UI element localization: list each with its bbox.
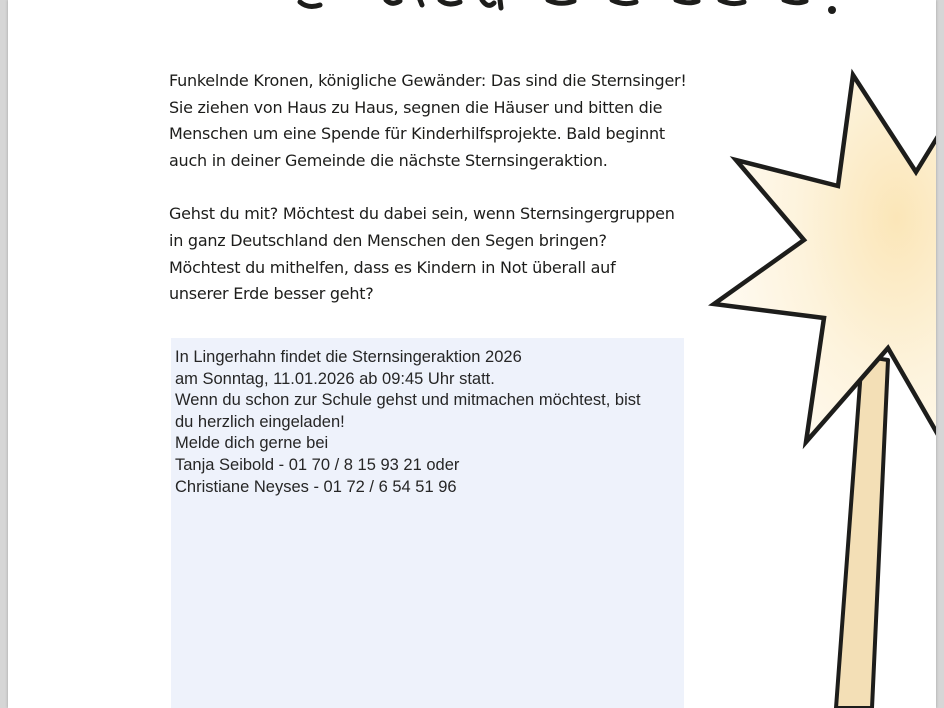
contact-line: Tanja Seibold - 01 70 / 8 15 93 21 oder <box>175 455 460 474</box>
info-line: In Lingerhahn findet die Sternsingeraktion 2026 <box>175 348 522 366</box>
info-line: du herzlich eingeladen! <box>175 412 345 431</box>
heading-dot <box>828 6 836 14</box>
intro-line: auch in deiner Gemeinde die nächste Sternsingeraktion. <box>169 150 608 170</box>
star-shape <box>714 75 936 452</box>
info-line: am Sonntag, 11.01.2026 ab 09:45 Uhr statt. <box>175 369 495 388</box>
info-line: Melde dich gerne bei <box>175 434 329 453</box>
intro-line: Sie ziehen von Haus zu Haus, segnen die Häuser und bitten die <box>169 97 663 117</box>
info-line: Wenn du schon zur Schule gehst und mitmachen möchtest, bist <box>175 391 641 410</box>
event-info-box <box>171 338 684 708</box>
intro-line: Menschen um eine Spende für Kinderhilfsprojekte. Bald beginnt <box>169 124 665 144</box>
intro-line: Möchtest du mithelfen, dass es Kindern in Not überall auf <box>169 257 616 277</box>
intro-line: Funkelnde Kronen, königliche Gewänder: Das sind die Sternsinger! <box>169 71 687 90</box>
contact-line: Christiane Neyses - 01 72 / 6 54 51 96 <box>175 477 457 496</box>
star-icon <box>698 60 936 708</box>
flyer-page <box>8 0 936 708</box>
intro-text <box>169 68 709 308</box>
intro-line: Gehst du mit? Möchtest du dabei sein, wenn Sternsingergruppen <box>169 204 675 224</box>
intro-line: in ganz Deutschland den Menschen den Segen bringen? <box>169 230 607 250</box>
heading-lettering-fragment <box>8 0 936 20</box>
intro-line: unserer Erde besser geht? <box>169 284 374 304</box>
staff-shape <box>836 356 888 708</box>
